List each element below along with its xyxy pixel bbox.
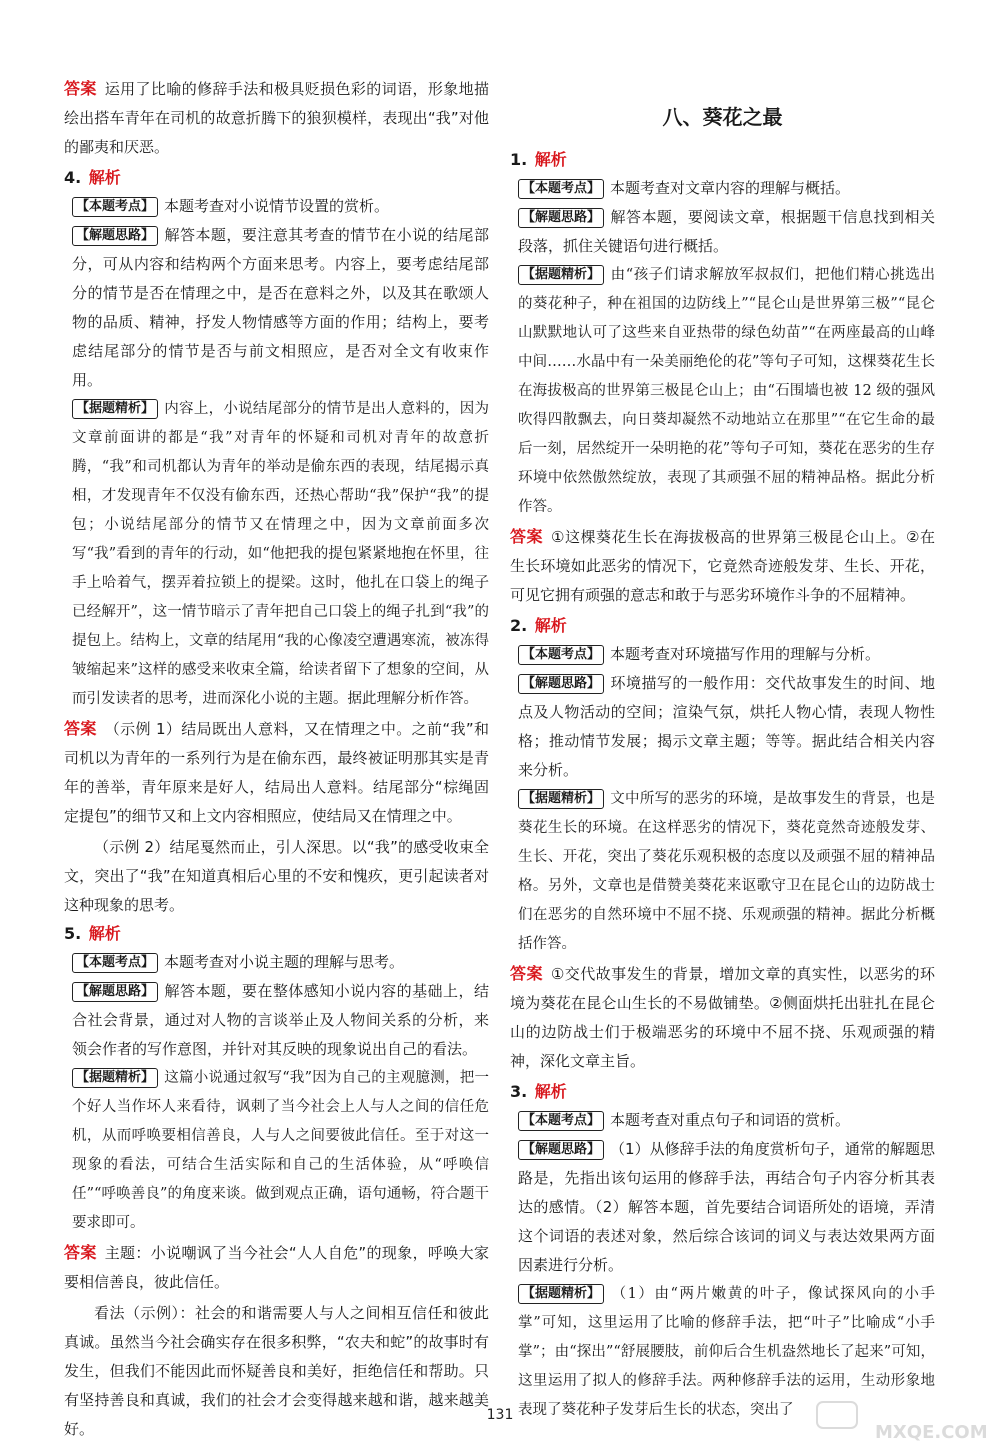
answer-text: 运用了比喻的修辞手法和极具贬损色彩的词语，形象地描绘出搭车青年在司机的故意折腾下的狼狈模样，表现出“我”对他的鄙夷和厌恶。 (64, 80, 489, 156)
watermark-logo (815, 1400, 995, 1444)
knowledge-tag: 【本题考点】 (518, 179, 604, 199)
analysis-tag: 【据题精析】 (518, 789, 604, 809)
knowledge-point (510, 640, 935, 669)
knowledge-text: 本题考查对环境描写作用的理解与分析。 (610, 645, 881, 663)
detailed-analysis (64, 1064, 489, 1238)
analysis-text: （1）由“两片嫩黄的叶子，像试探风向的小手掌”可知，这里运用了比喻的修辞手法，把“叶子”比喻成“小手掌”；由“探出”“舒展腰肢，前仰后合生机盎然地长了起来”可知，这里运用了拟人的修辞手法。两种修辞手法的运用，生动形象地表现了葵花种子发芽后生长的状态，突出了 (518, 1286, 935, 1418)
knowledge-tag: 【本题考点】 (518, 1111, 604, 1131)
knowledge-tag: 【本题考点】 (72, 953, 158, 973)
answer-paragraph (64, 714, 489, 831)
detailed-analysis (510, 261, 935, 522)
knowledge-point (510, 174, 935, 203)
knowledge-point (64, 948, 489, 977)
answer-text: 主题：小说嘲讽了当今社会“人人自危”的现象，呼唤大家要相信善良，彼此信任。 (64, 1244, 489, 1291)
knowledge-point (64, 192, 489, 221)
analysis-label: 解析 (88, 924, 121, 943)
question-2-heading (510, 612, 935, 640)
solution-tag: 【解题思路】 (72, 226, 158, 246)
answer-paragraph (64, 1238, 489, 1297)
answer-label: 答案 (64, 1243, 97, 1262)
answer-paragraph (510, 522, 935, 610)
knowledge-tag: 【本题考点】 (518, 645, 604, 665)
analysis-label: 解析 (534, 616, 567, 635)
answer-label: 答案 (64, 79, 97, 98)
analysis-tag: 【据题精析】 (72, 1068, 158, 1088)
question-number: 3. (510, 1082, 528, 1101)
solution-text: 解答本题，要在整体感知小说内容的基础上，结合社会背景，通过对人物的言谈举止及人物间关系的分析，来领会作者的写作意图，并针对其反映的现象说出自己的看法。 (72, 982, 489, 1058)
answer-opinion: 看法（示例）：社会的和谐需要人与人之间相互信任和彼此真诚。虽然当今社会确实存在很多积弊，“农夫和蛇”的故事时有发生，但我们不能因此而怀疑善良和美好，拒绝信任和帮助。只有坚持善良和真诚，我们的社会才会变得越来越和谐，越来越美好。 (64, 1304, 489, 1438)
answer-text: ①这棵葵花生长在海拔极高的世界第三极昆仑山上。②在生长环境如此恶劣的情况下，它竟然奇迹般发芽、生长、开花，可见它拥有顽强的意志和敢于与恶劣环境作斗争的不屈精神。 (510, 528, 935, 604)
question-number: 1. (510, 150, 528, 169)
analysis-tag: 【据题精析】 (518, 1284, 604, 1304)
analysis-label: 解析 (88, 168, 121, 187)
knowledge-text: 本题考查对重点句子和词语的赏析。 (610, 1111, 851, 1129)
question-number: 5. (64, 924, 82, 943)
answer-example-2: （示例 2）结尾戛然而止，引人深思。以“我”的感受收束全文，突出了“我”在知道真相后心里的不安和愧疚，更引起读者对这种现象的思考。 (64, 838, 489, 914)
watermark-stamp-icon (817, 1402, 857, 1428)
left-column (64, 74, 489, 1444)
question-3-heading (510, 1078, 935, 1106)
knowledge-tag: 【本题考点】 (72, 197, 158, 217)
section-title: 八、葵花之最 (662, 105, 783, 129)
analysis-label: 解析 (534, 1082, 567, 1101)
knowledge-text: 本题考查对小说主题的理解与思考。 (164, 953, 405, 971)
question-1-heading (510, 146, 935, 174)
analysis-text: 文中所写的恶劣的环境，是故事发生的背景，也是葵花生长的环境。在这样恶劣的情况下，葵花竟然奇迹般发芽、生长、开花，突出了葵花乐观积极的态度以及顽强不屈的精神品格。另外，文章也是借赞美葵花来讴歌守卫在昆仑山的边防战士们在恶劣的自然环境中不屈不挠、乐观顽强的精神。据此分析概括作答。 (518, 791, 935, 952)
solution-idea (64, 977, 489, 1064)
question-number: 2. (510, 616, 528, 635)
question-5-heading (64, 920, 489, 948)
solution-idea (510, 203, 935, 261)
solution-idea (510, 1135, 935, 1280)
solution-tag: 【解题思路】 (518, 674, 604, 694)
question-number: 4. (64, 168, 82, 187)
answer-label: 答案 (510, 964, 543, 983)
detailed-analysis (510, 785, 935, 959)
answer-label: 答案 (64, 719, 97, 738)
solution-text: （1）从修辞手法的角度赏析句子，通常的解题思路是，先指出该句运用的修辞手法，再结合句子内容分析其表达的感情。（2）解答本题，首先要结合词语所处的语境，弄清这个词语的表述对象，然后综合该词的词义与表达效果两方面因素进行分析。 (518, 1140, 935, 1274)
solution-idea (64, 221, 489, 395)
answer-text: ①交代故事发生的背景，增加文章的真实性，以恶劣的环境为葵花在昆仑山生长的不易做铺垫。②侧面烘托出驻扎在昆仑山的边防战士们于极端恶劣的环境中不屈不挠、乐观顽强的精神，深化文章主旨。 (510, 965, 935, 1070)
question-4-heading (64, 164, 489, 192)
analysis-label: 解析 (534, 150, 567, 169)
analysis-tag: 【据题精析】 (518, 265, 604, 285)
answer-paragraph (64, 74, 489, 162)
solution-tag: 【解题思路】 (518, 208, 604, 228)
solution-tag: 【解题思路】 (518, 1140, 604, 1160)
page-number: 131 (486, 1407, 514, 1423)
solution-idea (510, 669, 935, 785)
solution-text: 解答本题，要注意其考查的情节在小说的结尾部分，可从内容和结构两个方面来思考。内容上，要考虑结尾部分的情节是否在情理之中，是否在意料之外，以及其在歌颂人物的品质、精神，抒发人物情感等方面的作用；结构上，要考虑结尾部分的情节是否与前文相照应，是否对全文有收束作用。 (72, 226, 489, 389)
analysis-text: 这篇小说通过叙写“我”因为自己的主观臆测，把一个好人当作坏人来看待，讽刺了当今社会上人与人之间的信任危机，从而呼唤要相信善良，人与人之间要彼此信任。至于对这一现象的看法，可结合生活实际和自己的生活体验，从“呼唤信任”“呼唤善良”的角度来谈。做到观点正确，语句通畅，符合题干要求即可。 (72, 1070, 489, 1231)
solution-tag: 【解题思路】 (72, 982, 158, 1002)
right-column (510, 74, 935, 1425)
solution-text: 环境描写的一般作用：交代故事发生的时间、地点及人物活动的空间；渲染气氛，烘托人物心情，表现人物性格；推动情节发展；揭示文章主题；等等。据此结合相关内容来分析。 (518, 674, 935, 779)
knowledge-text: 本题考查对小说情节设置的赏析。 (164, 197, 390, 215)
analysis-text: 内容上，小说结尾部分的情节是出人意料的，因为文章前面讲的都是“我”对青年的怀疑和司机对青年的故意折腾，“我”和司机都认为青年的举动是偷东西的表现，结尾揭示真相，才发现青年不仅没有偷东西，还热心帮助“我”保护“我”的提包；小说结尾部分的情节又在情理之中，因为文章前面多次写“我”看到的青年的行动，如“他把我的提包紧紧地抱在怀里，往手上哈着气，摆弄着拉锁上的提梁。这时，他扎在口袋上的绳子已经解开”，这一情节暗示了青年把自己口袋上的绳子扎到“我”的提包上。结构上，文章的结尾用“我的心像凌空遭遇寒流，被冻得皱缩起来”这样的感受来收束全篇，给读者留下了想象的空间，从而引发读者的思考，进而深化小说的主题。据此理解分析作答。 (72, 401, 489, 707)
knowledge-point (510, 1106, 935, 1135)
analysis-tag: 【据题精析】 (72, 399, 158, 419)
answer-paragraph (510, 959, 935, 1076)
answer-text: （示例 1）结局既出人意料，又在情理之中。之前“我”和司机以为青年的一系列行为是在偷东西，最终被证明那其实是青年的善举，青年原来是好人，结局出人意料。结尾部分“棕绳固定提包”的细节又和上文内容相照应，使结局又在情理之中。 (64, 720, 489, 825)
solution-text: 解答本题，要阅读文章，根据题干信息找到相关段落，抓住关键语句进行概括。 (518, 208, 935, 255)
watermark-text: MXQE.COM (875, 1422, 988, 1443)
answer-label: 答案 (510, 527, 544, 546)
detailed-analysis (64, 395, 489, 714)
analysis-text: 由“孩子们请求解放军叔叔们，把他们精心挑选出的葵花种子，种在祖国的边防线上”“昆仑山是世界第三极”“昆仑山默默地认可了这些来自亚热带的绿色幼苗”“在两座最高的山峰中间……水晶中有一朵美丽绝伦的花”等句子可知，这棵葵花生长在海拔极高的世界第三极昆仑山上；由“石围墙也被 12 级的强风吹得四散飘去，向日葵却凝然不动地站立在那里”“在它生命的最后一刻，居然绽开一朵明艳的花”等句子可知，葵花在恶劣的生存环境中依然傲然绽放，表现了其顽强不屈的精神品格。据此分析作答。 (518, 267, 935, 515)
knowledge-text: 本题考查对文章内容的理解与概括。 (610, 179, 851, 197)
